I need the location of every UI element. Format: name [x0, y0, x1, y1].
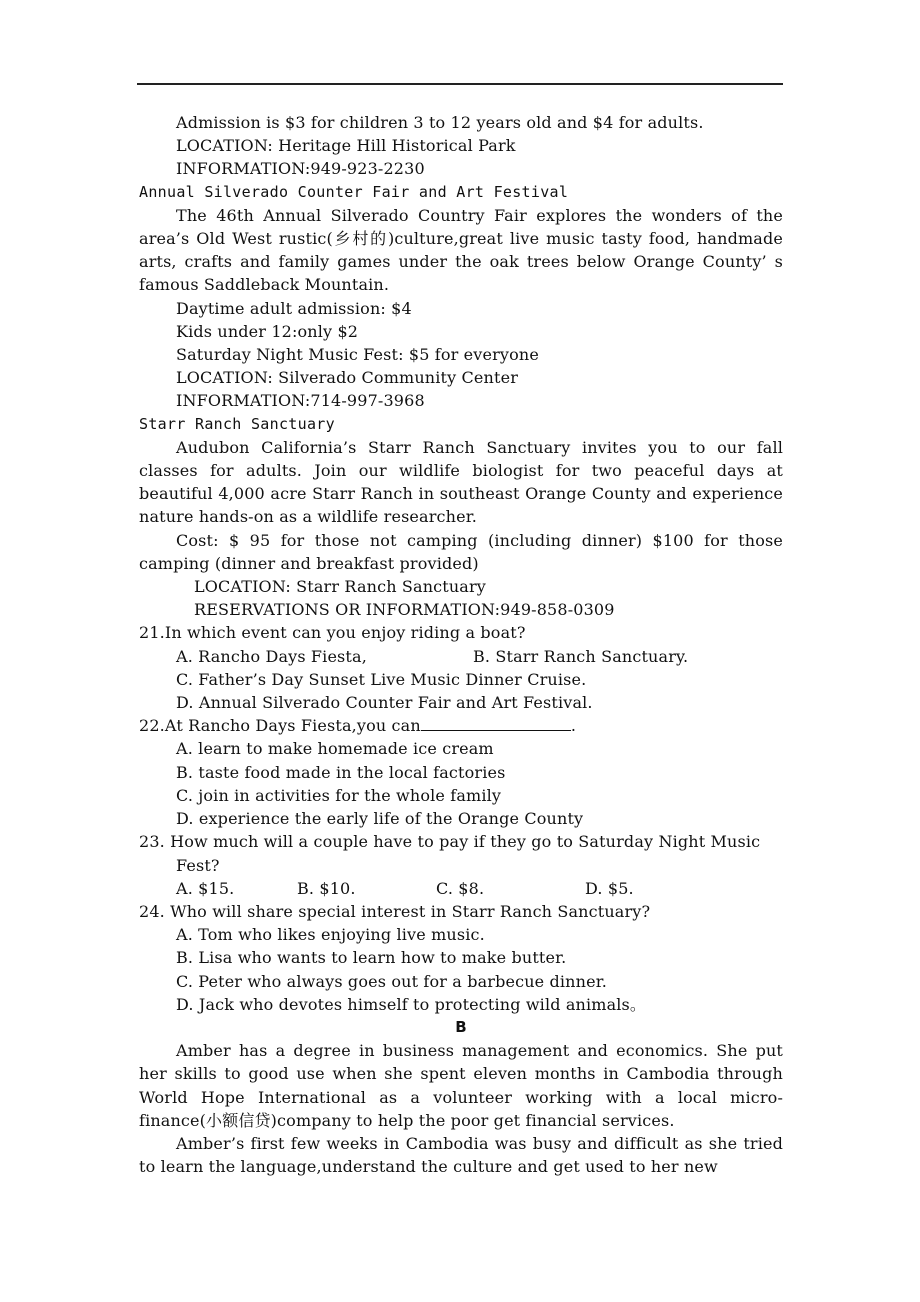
starr-cost: Cost: $ 95 for those not camping (including dinner) $100 for those camping (dinner and breakfast provided)	[139, 530, 783, 573]
silverado-adult-price: Daytime adult admission: $4	[176, 298, 412, 318]
silverado-kids-price: Kids under 12:only $2	[176, 321, 359, 341]
starr-heading: Starr Ranch Sanctuary	[139, 414, 335, 433]
section-b-paragraph-2: Amber’s first few weeks in Cambodia was busy and difficult as she tried to learn the language,understand the culture and get used to her new	[139, 1133, 783, 1177]
question-22-stem-end: .	[570, 716, 577, 736]
question-22-option-b: B. taste food made in the local factories	[176, 762, 506, 782]
question-24-option-c: C. Peter who always goes out for a barbecue dinner.	[176, 971, 607, 991]
question-23-option-c: C. $8.	[436, 878, 485, 898]
silverado-music-fest-price: Saturday Night Music Fest: $5 for everyone	[176, 345, 539, 365]
silverado-description: The 46th Annual Silverado Country Fair explores the wonders of the area’s Old West rustic(乡村的)culture,great live music tasty food, handmade arts, crafts and family games under the oak trees below Orange County’ s famous Saddleback Mountain.	[139, 205, 783, 295]
location-line: LOCATION: Heritage Hill Historical Park	[176, 136, 516, 156]
question-23-stem-cont: Fest?	[176, 855, 220, 875]
question-22-stem-text: 22.At Rancho Days Fiesta,you can	[139, 716, 421, 736]
question-24-stem: 24. Who will share special interest in Starr Ranch Sanctuary?	[139, 901, 651, 921]
question-21-option-c: C. Father’s Day Sunset Live Music Dinner Cruise.	[176, 669, 587, 689]
document-body	[139, 111, 783, 1178]
question-23-option-d: D. $5.	[585, 878, 634, 898]
question-23-stem: 23. How much will a couple have to pay if they go to Saturday Night Music	[139, 832, 761, 852]
question-21-stem: 21.In which event can you enjoy riding a boat?	[139, 623, 526, 643]
question-21-options-row1	[139, 645, 783, 668]
question-23-options	[139, 877, 783, 900]
question-21-option-d: D. Annual Silverado Counter Fair and Art Festival.	[176, 693, 593, 713]
silverado-heading: Annual Silverado Counter Fair and Art Festival	[139, 182, 569, 201]
starr-reservations: RESERVATIONS OR INFORMATION:949-858-0309	[194, 600, 615, 620]
question-24-option-d: D. Jack who devotes himself to protecting wild animals。	[176, 994, 647, 1014]
question-22-option-c: C. join in activities for the whole family	[176, 785, 502, 805]
question-21-option-b: B. Starr Ranch Sanctuary.	[473, 646, 689, 666]
question-22-option-d: D. experience the early life of the Orange County	[176, 809, 584, 829]
question-22-stem	[139, 714, 783, 737]
question-23-option-b: B. $10.	[297, 878, 356, 898]
starr-location: LOCATION: Starr Ranch Sanctuary	[194, 577, 486, 597]
admission-line: Admission is $3 for children 3 to 12 years old and $4 for adults.	[176, 113, 704, 132]
question-23-option-a: A. $15.	[176, 878, 235, 898]
question-22-option-a: A. learn to make homemade ice cream	[176, 739, 494, 759]
answer-blank	[421, 716, 571, 731]
question-24-option-a: A. Tom who likes enjoying live music.	[176, 925, 485, 945]
question-24-option-b: B. Lisa who wants to learn how to make butter.	[176, 948, 567, 968]
silverado-information: INFORMATION:714-997-3968	[176, 391, 425, 411]
starr-description: Audubon California’s Starr Ranch Sanctuary invites you to our fall classes for adults. Join our wildlife biologist for two peaceful days at beautiful 4,000 acre Starr Ranch in southeast Orange County and experience nature hands-on as a wildlife researcher.	[139, 437, 783, 527]
header-rule	[137, 83, 783, 85]
section-b-label: B	[455, 1017, 467, 1036]
question-21-option-a: A. Rancho Days Fiesta,	[176, 646, 367, 666]
silverado-location: LOCATION: Silverado Community Center	[176, 368, 518, 388]
section-b-paragraph-1: Amber has a degree in business management and economics. She put her skills to good use when she spent eleven months in Cambodia through World Hope International as a volunteer working with a local micro-finance(小额信贷)company to help the poor get financial services.	[139, 1041, 783, 1130]
information-line: INFORMATION:949-923-2230	[176, 159, 425, 179]
